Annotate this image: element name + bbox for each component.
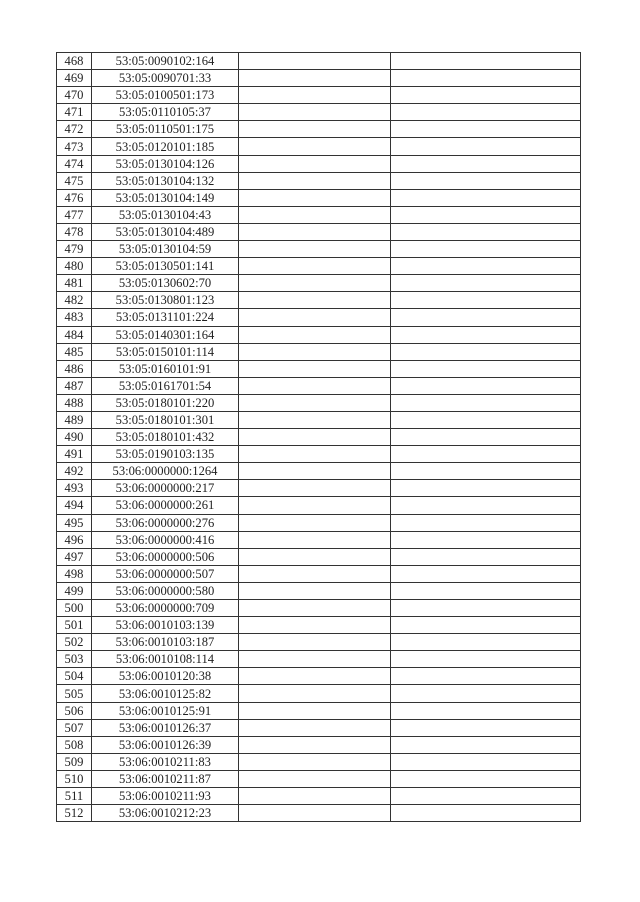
- row-number-cell: 509: [57, 753, 92, 770]
- table-row: [57, 70, 581, 87]
- empty-cell-col4: [391, 600, 581, 617]
- empty-cell-col3: [239, 343, 391, 360]
- table-row: [57, 685, 581, 702]
- empty-cell-col4: [391, 241, 581, 258]
- cadastral-number-cell: 53:06:0010125:91: [92, 702, 239, 719]
- row-number-cell: 488: [57, 394, 92, 411]
- empty-cell-col4: [391, 309, 581, 326]
- row-number-cell: 485: [57, 343, 92, 360]
- row-number-cell: 501: [57, 617, 92, 634]
- empty-cell-col3: [239, 87, 391, 104]
- empty-cell-col3: [239, 753, 391, 770]
- empty-cell-col4: [391, 463, 581, 480]
- cadastral-number-cell: 53:05:0190103:135: [92, 446, 239, 463]
- empty-cell-col4: [391, 634, 581, 651]
- empty-cell-col3: [239, 53, 391, 70]
- table-row: [57, 292, 581, 309]
- empty-cell-col3: [239, 309, 391, 326]
- cadastral-number-cell: 53:05:0180101:220: [92, 394, 239, 411]
- empty-cell-col4: [391, 258, 581, 275]
- table-row: [57, 189, 581, 206]
- row-number-cell: 499: [57, 582, 92, 599]
- cadastral-number-cell: 53:05:0130104:43: [92, 206, 239, 223]
- cadastral-number-cell: 53:06:0010125:82: [92, 685, 239, 702]
- table-row: [57, 87, 581, 104]
- table-row: [57, 736, 581, 753]
- empty-cell-col4: [391, 189, 581, 206]
- cadastral-number-cell: 53:06:0000000:506: [92, 548, 239, 565]
- row-number-cell: 503: [57, 651, 92, 668]
- empty-cell-col3: [239, 446, 391, 463]
- table-row: [57, 429, 581, 446]
- row-number-cell: 497: [57, 548, 92, 565]
- table-row: [57, 241, 581, 258]
- cadastral-number-cell: 53:05:0160101:91: [92, 360, 239, 377]
- empty-cell-col3: [239, 70, 391, 87]
- cadastral-number-cell: 53:06:0010211:93: [92, 788, 239, 805]
- table-row: [57, 531, 581, 548]
- row-number-cell: 494: [57, 497, 92, 514]
- empty-cell-col4: [391, 172, 581, 189]
- row-number-cell: 477: [57, 206, 92, 223]
- empty-cell-col4: [391, 770, 581, 787]
- cadastral-number-cell: 53:05:0140301:164: [92, 326, 239, 343]
- cadastral-number-cell: 53:05:0180101:301: [92, 411, 239, 428]
- empty-cell-col4: [391, 582, 581, 599]
- cadastral-number-cell: 53:05:0130602:70: [92, 275, 239, 292]
- empty-cell-col4: [391, 343, 581, 360]
- empty-cell-col3: [239, 394, 391, 411]
- cadastral-number-cell: 53:05:0090701:33: [92, 70, 239, 87]
- empty-cell-col3: [239, 138, 391, 155]
- table-row: [57, 617, 581, 634]
- empty-cell-col4: [391, 497, 581, 514]
- cadastral-number-cell: 53:05:0130104:132: [92, 172, 239, 189]
- table-row: [57, 600, 581, 617]
- table-row: [57, 702, 581, 719]
- empty-cell-col4: [391, 651, 581, 668]
- empty-cell-col4: [391, 292, 581, 309]
- cadastral-number-cell: 53:06:0000000:580: [92, 582, 239, 599]
- empty-cell-col4: [391, 53, 581, 70]
- empty-cell-col4: [391, 326, 581, 343]
- table-row: [57, 223, 581, 240]
- row-number-cell: 498: [57, 565, 92, 582]
- empty-cell-col3: [239, 155, 391, 172]
- row-number-cell: 506: [57, 702, 92, 719]
- empty-cell-col4: [391, 138, 581, 155]
- table-row: [57, 565, 581, 582]
- empty-cell-col3: [239, 548, 391, 565]
- table-row: [57, 326, 581, 343]
- row-number-cell: 469: [57, 70, 92, 87]
- row-number-cell: 479: [57, 241, 92, 258]
- empty-cell-col3: [239, 617, 391, 634]
- table-row: [57, 343, 581, 360]
- row-number-cell: 486: [57, 360, 92, 377]
- row-number-cell: 493: [57, 480, 92, 497]
- cadastral-number-cell: 53:06:0010108:114: [92, 651, 239, 668]
- empty-cell-col3: [239, 411, 391, 428]
- cadastral-number-cell: 53:05:0090102:164: [92, 53, 239, 70]
- table-row: [57, 463, 581, 480]
- cadastral-table: [56, 52, 581, 822]
- row-number-cell: 490: [57, 429, 92, 446]
- empty-cell-col3: [239, 104, 391, 121]
- cadastral-number-cell: 53:06:0010120:38: [92, 668, 239, 685]
- row-number-cell: 475: [57, 172, 92, 189]
- row-number-cell: 510: [57, 770, 92, 787]
- empty-cell-col4: [391, 480, 581, 497]
- cadastral-number-cell: 53:06:0010126:37: [92, 719, 239, 736]
- cadastral-number-cell: 53:05:0100501:173: [92, 87, 239, 104]
- cadastral-number-cell: 53:05:0130501:141: [92, 258, 239, 275]
- empty-cell-col4: [391, 87, 581, 104]
- row-number-cell: 473: [57, 138, 92, 155]
- row-number-cell: 476: [57, 189, 92, 206]
- table-row: [57, 377, 581, 394]
- row-number-cell: 471: [57, 104, 92, 121]
- cadastral-number-cell: 53:05:0130801:123: [92, 292, 239, 309]
- table-row: [57, 104, 581, 121]
- empty-cell-col4: [391, 531, 581, 548]
- table-body: [57, 53, 581, 822]
- table-row: [57, 719, 581, 736]
- row-number-cell: 500: [57, 600, 92, 617]
- cadastral-number-cell: 53:05:0130104:149: [92, 189, 239, 206]
- empty-cell-col3: [239, 719, 391, 736]
- empty-cell-col3: [239, 189, 391, 206]
- table-row: [57, 121, 581, 138]
- row-number-cell: 507: [57, 719, 92, 736]
- empty-cell-col4: [391, 360, 581, 377]
- empty-cell-col4: [391, 70, 581, 87]
- empty-cell-col4: [391, 565, 581, 582]
- empty-cell-col3: [239, 275, 391, 292]
- table-row: [57, 634, 581, 651]
- table-row: [57, 275, 581, 292]
- empty-cell-col3: [239, 531, 391, 548]
- empty-cell-col3: [239, 223, 391, 240]
- row-number-cell: 502: [57, 634, 92, 651]
- table-row: [57, 206, 581, 223]
- empty-cell-col3: [239, 360, 391, 377]
- empty-cell-col4: [391, 753, 581, 770]
- empty-cell-col3: [239, 634, 391, 651]
- empty-cell-col3: [239, 326, 391, 343]
- cadastral-number-cell: 53:06:0010211:83: [92, 753, 239, 770]
- table-row: [57, 172, 581, 189]
- empty-cell-col4: [391, 155, 581, 172]
- empty-cell-col3: [239, 770, 391, 787]
- empty-cell-col3: [239, 600, 391, 617]
- empty-cell-col4: [391, 206, 581, 223]
- empty-cell-col3: [239, 241, 391, 258]
- table-row: [57, 258, 581, 275]
- empty-cell-col3: [239, 497, 391, 514]
- empty-cell-col4: [391, 617, 581, 634]
- empty-cell-col4: [391, 377, 581, 394]
- empty-cell-col3: [239, 258, 391, 275]
- empty-cell-col3: [239, 121, 391, 138]
- row-number-cell: 481: [57, 275, 92, 292]
- empty-cell-col3: [239, 463, 391, 480]
- empty-cell-col4: [391, 668, 581, 685]
- table-row: [57, 805, 581, 822]
- cadastral-number-cell: 53:06:0000000:709: [92, 600, 239, 617]
- row-number-cell: 496: [57, 531, 92, 548]
- cadastral-number-cell: 53:06:0000000:1264: [92, 463, 239, 480]
- empty-cell-col4: [391, 805, 581, 822]
- cadastral-number-cell: 53:06:0000000:276: [92, 514, 239, 531]
- table-row: [57, 668, 581, 685]
- table-row: [57, 788, 581, 805]
- empty-cell-col4: [391, 411, 581, 428]
- table-row: [57, 480, 581, 497]
- row-number-cell: 470: [57, 87, 92, 104]
- empty-cell-col4: [391, 394, 581, 411]
- row-number-cell: 468: [57, 53, 92, 70]
- row-number-cell: 474: [57, 155, 92, 172]
- cadastral-number-cell: 53:05:0130104:59: [92, 241, 239, 258]
- table-row: [57, 651, 581, 668]
- row-number-cell: 487: [57, 377, 92, 394]
- empty-cell-col3: [239, 514, 391, 531]
- empty-cell-col4: [391, 121, 581, 138]
- row-number-cell: 482: [57, 292, 92, 309]
- empty-cell-col3: [239, 480, 391, 497]
- row-number-cell: 512: [57, 805, 92, 822]
- empty-cell-col4: [391, 788, 581, 805]
- row-number-cell: 484: [57, 326, 92, 343]
- cadastral-number-cell: 53:06:0000000:416: [92, 531, 239, 548]
- row-number-cell: 483: [57, 309, 92, 326]
- row-number-cell: 505: [57, 685, 92, 702]
- table-row: [57, 309, 581, 326]
- empty-cell-col4: [391, 446, 581, 463]
- table-row: [57, 582, 581, 599]
- empty-cell-col3: [239, 206, 391, 223]
- row-number-cell: 511: [57, 788, 92, 805]
- empty-cell-col3: [239, 582, 391, 599]
- table-row: [57, 394, 581, 411]
- empty-cell-col4: [391, 702, 581, 719]
- table-row: [57, 155, 581, 172]
- row-number-cell: 492: [57, 463, 92, 480]
- cadastral-number-cell: 53:06:0010103:139: [92, 617, 239, 634]
- row-number-cell: 504: [57, 668, 92, 685]
- table-row: [57, 446, 581, 463]
- table-row: [57, 411, 581, 428]
- empty-cell-col3: [239, 788, 391, 805]
- cadastral-number-cell: 53:06:0010126:39: [92, 736, 239, 753]
- empty-cell-col3: [239, 702, 391, 719]
- cadastral-number-cell: 53:05:0150101:114: [92, 343, 239, 360]
- row-number-cell: 489: [57, 411, 92, 428]
- empty-cell-col3: [239, 377, 391, 394]
- table-row: [57, 514, 581, 531]
- empty-cell-col3: [239, 736, 391, 753]
- cadastral-number-cell: 53:06:0000000:507: [92, 565, 239, 582]
- table-row: [57, 548, 581, 565]
- cadastral-number-cell: 53:06:0010212:23: [92, 805, 239, 822]
- cadastral-number-cell: 53:06:0000000:217: [92, 480, 239, 497]
- empty-cell-col4: [391, 736, 581, 753]
- empty-cell-col3: [239, 668, 391, 685]
- empty-cell-col3: [239, 172, 391, 189]
- table-row: [57, 360, 581, 377]
- empty-cell-col3: [239, 429, 391, 446]
- table-row: [57, 753, 581, 770]
- cadastral-number-cell: 53:06:0010211:87: [92, 770, 239, 787]
- cadastral-number-cell: 53:05:0110105:37: [92, 104, 239, 121]
- row-number-cell: 491: [57, 446, 92, 463]
- empty-cell-col4: [391, 223, 581, 240]
- empty-cell-col4: [391, 514, 581, 531]
- empty-cell-col4: [391, 104, 581, 121]
- cadastral-number-cell: 53:05:0130104:126: [92, 155, 239, 172]
- cadastral-number-cell: 53:06:0000000:261: [92, 497, 239, 514]
- table-row: [57, 770, 581, 787]
- cadastral-number-cell: 53:05:0120101:185: [92, 138, 239, 155]
- empty-cell-col4: [391, 685, 581, 702]
- empty-cell-col3: [239, 651, 391, 668]
- row-number-cell: 508: [57, 736, 92, 753]
- cadastral-number-cell: 53:05:0161701:54: [92, 377, 239, 394]
- empty-cell-col4: [391, 275, 581, 292]
- cadastral-number-cell: 53:05:0110501:175: [92, 121, 239, 138]
- row-number-cell: 478: [57, 223, 92, 240]
- row-number-cell: 472: [57, 121, 92, 138]
- row-number-cell: 480: [57, 258, 92, 275]
- table-row: [57, 497, 581, 514]
- table-row: [57, 53, 581, 70]
- row-number-cell: 495: [57, 514, 92, 531]
- cadastral-number-cell: 53:05:0180101:432: [92, 429, 239, 446]
- empty-cell-col3: [239, 565, 391, 582]
- cadastral-number-cell: 53:05:0130104:489: [92, 223, 239, 240]
- cadastral-number-cell: 53:05:0131101:224: [92, 309, 239, 326]
- table-row: [57, 138, 581, 155]
- empty-cell-col3: [239, 292, 391, 309]
- empty-cell-col4: [391, 719, 581, 736]
- empty-cell-col3: [239, 685, 391, 702]
- empty-cell-col4: [391, 429, 581, 446]
- empty-cell-col3: [239, 805, 391, 822]
- cadastral-number-cell: 53:06:0010103:187: [92, 634, 239, 651]
- empty-cell-col4: [391, 548, 581, 565]
